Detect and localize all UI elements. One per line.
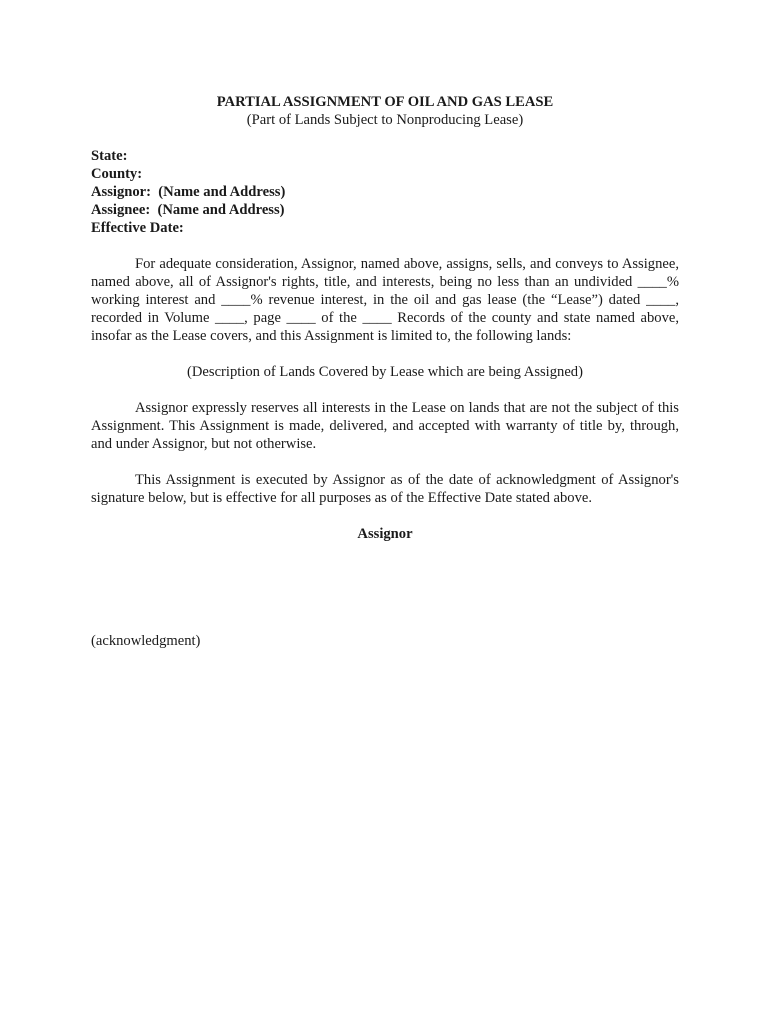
county-field-label: County: [91, 166, 143, 182]
lands-description: (Description of Lands Covered by Lease which are being Assigned) [187, 364, 583, 380]
document-subtitle: (Part of Lands Subject to Nonproducing Lease) [246, 112, 524, 128]
execution-paragraph: This Assignment is executed by Assignor as of the date of acknowledgment of Assignor's signature below, but is effective for all purposes as of the Effective Date stated above. [91, 472, 679, 506]
assignor-signature-label: Assignor [357, 526, 413, 542]
acknowledgment-label: (acknowledgment) [91, 633, 201, 649]
state-field-label: State: [91, 148, 128, 164]
consideration-paragraph: For adequate consideration, Assignor, named above, assigns, sells, and conveys to Assignee, named above, all of Assignor's rights, title, and interests, being no less than an undivided ____% working interest and ____% revenue interest, in the oil and gas lease (the “Lease”) dated ____, recorded in Volume ____, page ____ of the ____ Records of the county and state named above, insofar as the Lease covers, and this Assignment is limited to, the following lands: [91, 256, 679, 344]
document-title: PARTIAL ASSIGNMENT OF OIL AND GAS LEASE [216, 94, 554, 110]
header-fields [91, 147, 679, 237]
assignor-field-label: Assignor: (Name and Address) [91, 184, 286, 200]
document-body [91, 93, 679, 650]
reservation-paragraph: Assignor expressly reserves all interests in the Lease on lands that are not the subject of this Assignment. This Assignment is made, delivered, and accepted with warranty of title by, through, and under Assignor, but not otherwise. [91, 400, 679, 452]
effective-date-field-label: Effective Date: [91, 220, 184, 236]
assignee-field-label: Assignee: (Name and Address) [91, 202, 285, 218]
